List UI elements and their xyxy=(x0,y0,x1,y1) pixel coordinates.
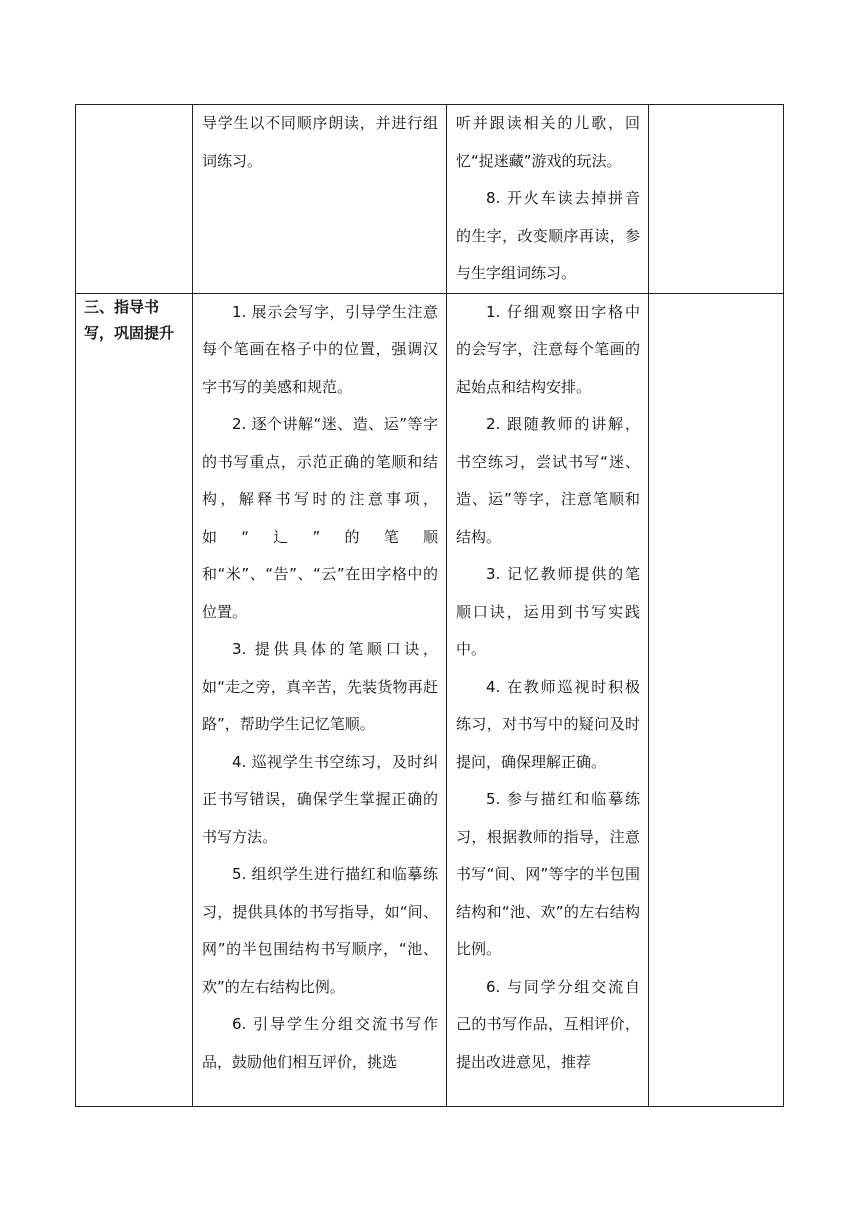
teacher-paragraph: 1. 展示会写字，引导学生注意每个笔画在格子中的位置，强调汉字书写的美感和规范。 xyxy=(202,302,438,396)
teacher-paragraph: 2. 逐个讲解“迷、造、运”等字的书写重点，示范正确的笔顺和结构，解释书写时的注意事项，如“辶”的笔顺和“米”、“告”、“云”在田字格中的位置。 xyxy=(202,415,438,621)
student-activity-cell xyxy=(447,293,649,1106)
table-row xyxy=(76,293,784,1106)
student-paragraph: 听并跟读相关的儿歌，回忆“捉迷藏”游戏的玩法。 xyxy=(456,114,640,170)
student-paragraph: 6. 与同学分组交流自己的书写作品，互相评价，提出改进意见，推荐 xyxy=(456,977,640,1071)
lesson-plan-table xyxy=(75,104,784,1107)
student-paragraph: 1. 仔细观察田字格中的会写字，注意每个笔画的起始点和结构安排。 xyxy=(456,302,640,396)
teacher-paragraph: 4. 巡视学生书空练习，及时纠正书写错误，确保学生掌握正确的书写方法。 xyxy=(202,752,438,846)
student-paragraph: 5. 参与描红和临摹练习，根据教师的指导，注意书写“间、网”等字的半包围结构和“池、欢”的左右结构比例。 xyxy=(456,790,640,958)
student-paragraph: 3. 记忆教师提供的笔顺口诀，运用到书写实践中。 xyxy=(456,565,640,658)
teacher-paragraph: 6. 引导学生分组交流书写作品，鼓励他们相互评价，挑选 xyxy=(202,1015,438,1071)
teacher-paragraph: 导学生以不同顺序朗读，并进行组词练习。 xyxy=(202,114,438,170)
notes-cell xyxy=(649,293,784,1106)
student-paragraph: 2. 跟随教师的讲解，书空练习，尝试书写“迷、造、运”等字，注意笔顺和结构。 xyxy=(456,415,640,546)
student-paragraph: 4. 在教师巡视时积极练习，对书写中的疑问及时提问，确保理解正确。 xyxy=(456,677,640,771)
section-cell xyxy=(76,105,193,294)
notes-cell xyxy=(649,105,784,294)
teacher-paragraph: 5. 组织学生进行描红和临摹练习，提供具体的书写指导，如“间、网”的半包围结构书写顺序，“池、欢”的左右结构比例。 xyxy=(202,865,438,996)
student-activity-cell xyxy=(447,105,649,294)
student-paragraph: 8. 开火车读去掉拼音的生字，改变顺序再读，参与生字组词练习。 xyxy=(456,189,640,282)
teacher-activity-cell xyxy=(193,293,447,1106)
section-cell xyxy=(76,293,193,1106)
teacher-activity-cell xyxy=(193,105,447,294)
section-title: 三、指导书写，巩固提升 xyxy=(84,297,175,342)
table-row xyxy=(76,105,784,294)
teacher-paragraph: 3. 提供具体的笔顺口诀，如“走之旁，真辛苦，先装货物再赶路”，帮助学生记忆笔顺。 xyxy=(202,640,438,733)
